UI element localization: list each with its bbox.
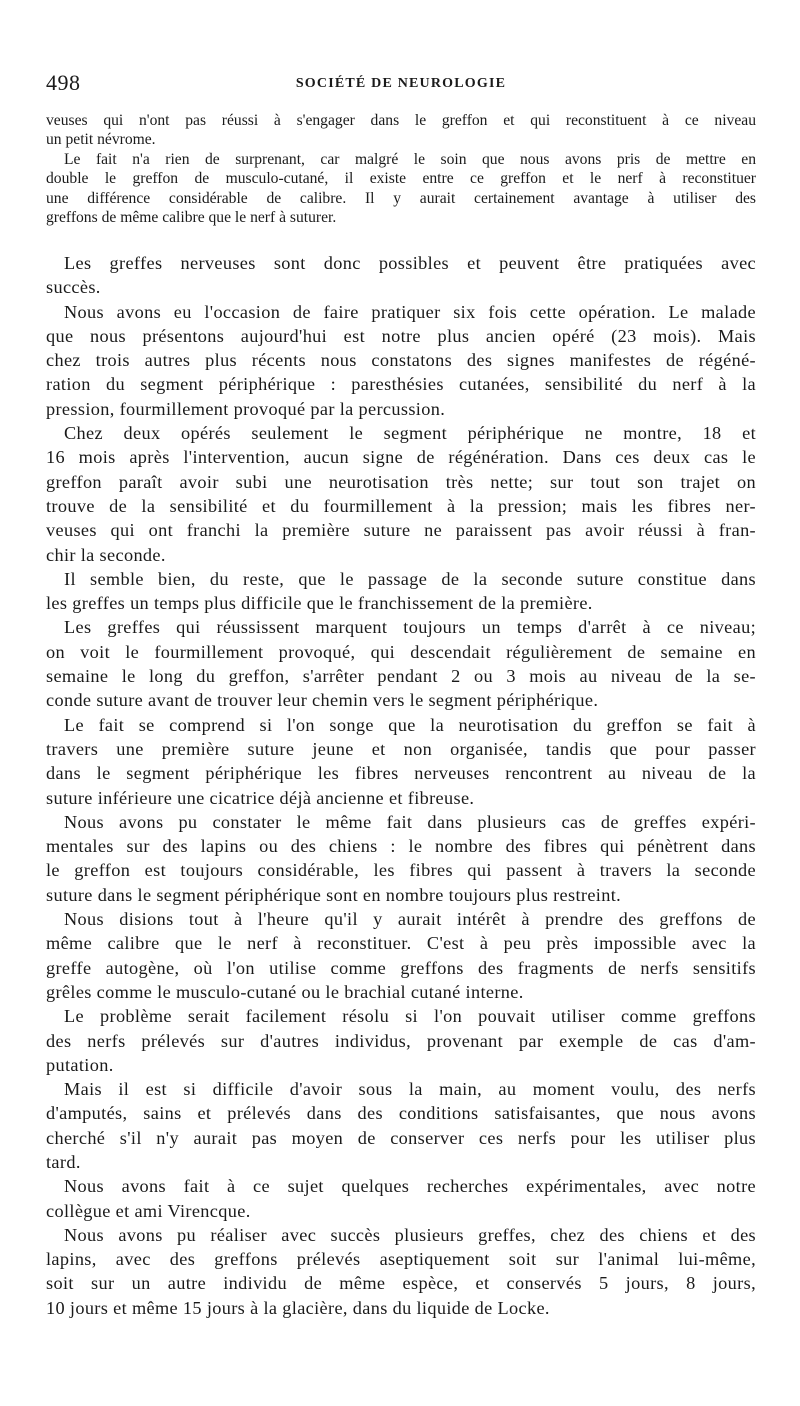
body-text-line: lapins, avec des greffons prélevés aseptiquement soit sur l'animal lui-même,: [46, 1249, 756, 1270]
small-text-line: veuses qui n'ont pas réussi à s'engager dans le greffon et qui reconstituent à ce niveau: [46, 112, 756, 129]
body-text-line: Nous avons fait à ce sujet quelques recherches expérimentales, avec notre: [64, 1176, 756, 1197]
body-text-line: Le fait se comprend si l'on songe que la neurotisation du greffon se fait à: [64, 714, 756, 735]
body-text-line: grêles comme le musculo-cutané ou le brachial cutané interne.: [46, 981, 524, 1002]
body-text-line: putation.: [46, 1054, 114, 1075]
body-text-line: veuses qui ont franchi la première suture ne paraissent pas avoir réussi à fran-: [46, 520, 756, 541]
small-text-line: double le greffon de musculo-cutané, il existe entre ce greffon et le nerf à reconstituer: [46, 170, 756, 188]
body-text-line: semaine le long du greffon, s'arrêter pendant 2 ou 3 mois au niveau de la se-: [46, 666, 756, 687]
body-text-line: 16 mois après l'intervention, aucun signe de régénération. Dans ces deux cas le: [46, 447, 756, 468]
body-text-line: ration du segment périphérique : paresthésies cutanées, sensibilité du nerf à la: [46, 374, 756, 395]
body-text-line: que nous présentons aujourd'hui est notre plus ancien opéré (23 mois). Mais: [46, 325, 756, 346]
body-text-line: Il semble bien, du reste, que le passage de la seconde suture constitue dans: [64, 568, 756, 589]
running-title: SOCIÉTÉ DE NEUROLOGIE: [295, 76, 507, 91]
small-print-block: [46, 111, 756, 227]
body-text-line: cherché s'il n'y aurait pas moyen de conserver ces nerfs pour les utiliser plus: [46, 1127, 756, 1148]
small-text-line: une différence considérable de calibre. Il y aurait certainement avantage à utiliser des: [46, 189, 756, 207]
main-text-block: [46, 251, 756, 1320]
body-text-line: Les greffes nerveuses sont donc possibles et peuvent être pratiquées avec: [64, 253, 756, 273]
body-text-line: Chez deux opérés seulement le segment périphérique ne montre, 18 et: [64, 423, 756, 444]
body-text-line: Nous disions tout à l'heure qu'il y aurait intérêt à prendre des greffons de: [64, 909, 756, 930]
body-text-line: conde suture avant de trouver leur chemin vers le segment périphérique.: [46, 690, 599, 711]
body-text-line: Le problème serait facilement résolu si l'on pouvait utiliser comme greffons: [64, 1006, 756, 1027]
body-text-line: Nous avons eu l'occasion de faire pratiquer six fois cette opération. Le malade: [64, 301, 756, 322]
body-text-line: collègue et ami Virencque.: [46, 1200, 251, 1221]
body-text-line: le greffon est toujours considérable, les fibres qui passent à travers la seconde: [46, 860, 756, 881]
body-text-line: Mais il est si difficile d'avoir sous la main, au moment voulu, des nerfs: [64, 1079, 756, 1100]
body-text-line: d'amputés, sains et prélevés dans des conditions satisfaisantes, que nous avons: [46, 1103, 756, 1124]
page-number: 498: [46, 70, 81, 95]
body-text-line: tard.: [46, 1151, 81, 1172]
small-text-line: greffons de même calibre que le nerf à suturer.: [46, 208, 337, 226]
small-text-line: Le fait n'a rien de surprenant, car malgré le soin que nous avons pris de mettre en: [64, 150, 756, 168]
body-text-line: greffon paraît avoir subi une neurotisation très nette; sur tout son trajet on: [46, 471, 756, 492]
body-text-line: greffe autogène, où l'on utilise comme greffons des fragments de nerfs sensitifs: [46, 957, 756, 978]
body-text-line: trouve de la sensibilité et du fourmillement à la pression; mais les fibres ner-: [46, 495, 756, 516]
body-text-line: chez trois autres plus récents nous constatons des signes manifestes de régéné-: [46, 350, 756, 371]
body-text-line: mentales sur des lapins ou des chiens : le nombre des fibres qui pénètrent dans: [46, 836, 756, 857]
body-text-line: travers une première suture jeune et non organisée, tandis que pour passer: [46, 738, 756, 759]
body-text-line: Nous avons pu constater le même fait dans plusieurs cas de greffes expéri-: [64, 811, 756, 832]
small-text-line: un petit névrome.: [46, 131, 156, 149]
body-text-line: succès.: [46, 277, 101, 298]
body-text-line: soit sur un autre individu de même espèce, et conservés 5 jours, 8 jours,: [46, 1273, 756, 1294]
body-text-line: suture inférieure une cicatrice déjà ancienne et fibreuse.: [46, 787, 475, 808]
body-text-line: Nous avons pu réaliser avec succès plusieurs greffes, chez des chiens et des: [64, 1224, 756, 1245]
body-text-line: des nerfs prélevés sur d'autres individus, provenant par exemple de cas d'am-: [46, 1030, 756, 1051]
body-text-line: chir la seconde.: [46, 544, 166, 565]
body-text-line: même calibre que le nerf à reconstituer. C'est à peu près impossible avec la: [46, 933, 756, 954]
page-header: [46, 70, 756, 100]
body-text-line: 10 jours et même 15 jours à la glacière, dans du liquide de Locke.: [46, 1297, 550, 1318]
body-text-line: pression, fourmillement provoqué par la percussion.: [46, 398, 446, 419]
body-text-line: Les greffes qui réussissent marquent toujours un temps d'arrêt à ce niveau;: [64, 617, 756, 638]
body-text-line: les greffes un temps plus difficile que le franchissement de la première.: [46, 593, 593, 614]
body-text-line: dans le segment périphérique les fibres nerveuses rencontrent au niveau de la: [46, 763, 756, 784]
body-text-line: on voit le fourmillement provoqué, qui descendait régulièrement de semaine en: [46, 641, 756, 662]
body-text-line: suture dans le segment périphérique sont en nombre toujours plus restreint.: [46, 884, 622, 905]
